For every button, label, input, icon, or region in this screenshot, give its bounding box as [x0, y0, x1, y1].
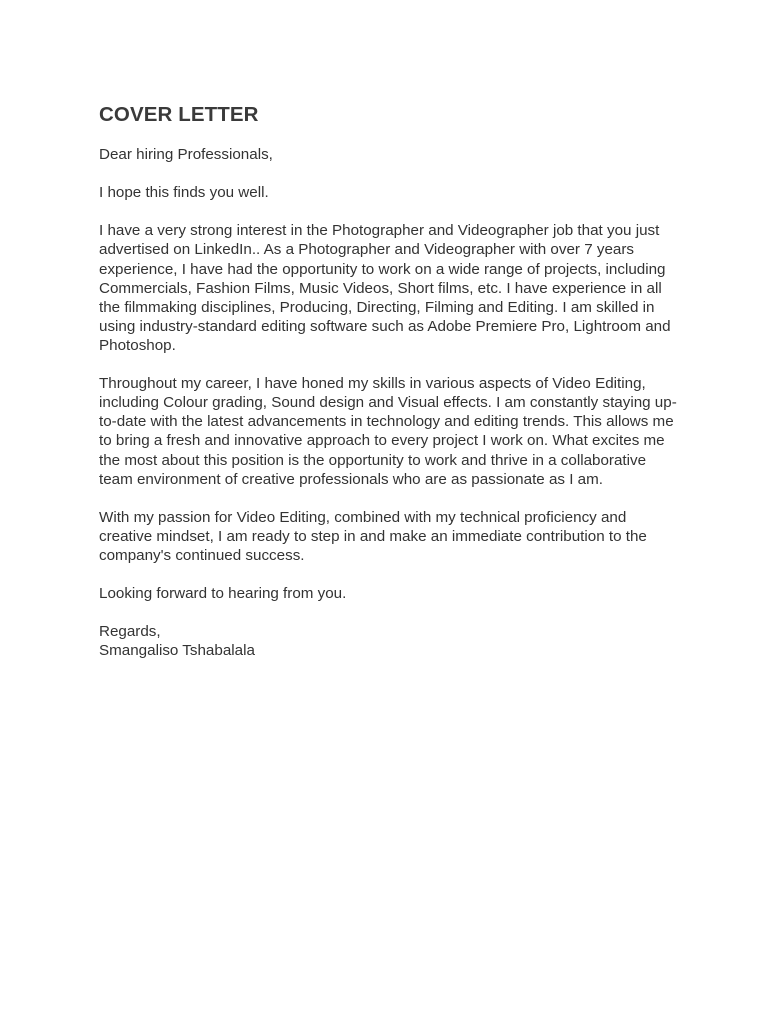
greeting: Dear hiring Professionals,: [99, 146, 273, 163]
body-paragraph-contribution: With my passion for Video Editing, combined with my technical proficiency and creative mindset, I am ready to step in and make an immediate contribution to the company's continued success.: [99, 508, 647, 564]
sign-off: Regards,: [99, 623, 161, 641]
body-paragraph-experience: I have a very strong interest in the Photographer and Videographer job that you just advertised on LinkedIn.. As a Photographer and Videographer with over 7 years experience, I have had the opportunity to work on a wide range of projects, including Commercials, Fashion Films, Music Videos, Short films, etc. I have experience in all the filmmaking disciplines, Producing, Directing, Filming and Editing. I am skilled in using industry-standard editing software such as Adobe Premiere Pro, Lightroom and Photoshop.: [99, 222, 671, 354]
closing-line: Looking forward to hearing from you.: [99, 585, 347, 603]
signature-name: Smangaliso Tshabalala: [99, 642, 255, 660]
body-paragraph-skills: Throughout my career, I have honed my skills in various aspects of Video Editing, including Colour grading, Sound design and Visual effects. I am constantly staying up-to-date with the latest advancements in technology and editing trends. This allows me to bring a fresh and innovative approach to every project I work on. What excites me the most about this position is the opportunity to work and thrive in a collaborative team environment of creative professionals who are as passionate as I am.: [99, 375, 677, 488]
cover-letter-document: [99, 102, 679, 661]
document-title: COVER LETTER: [99, 103, 259, 126]
opening-line: I hope this finds you well.: [99, 184, 269, 202]
